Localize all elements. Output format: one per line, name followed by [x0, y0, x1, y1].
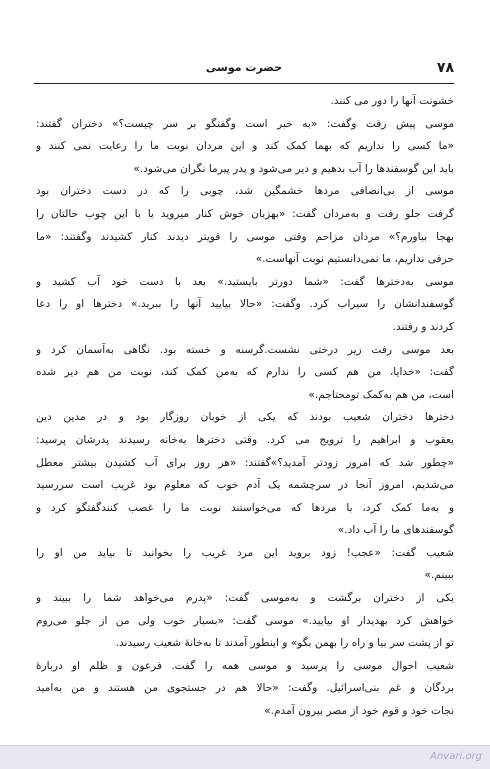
paragraph: [36, 271, 454, 339]
text-line: بردگان و غم بنی‌اسرائیل. وگفت: «حالا هم در جستجوی من هستند و من به‌امید: [36, 682, 454, 695]
paragraph: [36, 180, 454, 270]
text-line: موسی به‌دخترها گفت: «شما دورتر بایستید.» بعد با دست خود آب کشید و: [36, 275, 454, 288]
text-line: بعد موسی رفت زیر درختی نشست.گرسنه و خسته بود. نگاهی به‌آسمان کرد و: [36, 343, 454, 356]
text-line: موسی از بی‌انصافی مردها خشمگین شد، چوبی را که در دست دختران بود: [36, 185, 454, 198]
body-text: [36, 90, 454, 723]
paragraph: [36, 90, 454, 113]
text-line: نجات خود و قوم خود از مصر بیرون آمدم.»: [264, 705, 454, 718]
paragraph: [36, 406, 454, 542]
text-line: کردند و رفتند.: [392, 320, 454, 333]
text-line: بهجا بیاورم؟» مردان مزاحم وقتی موسی را قویتر دیدند کنار کشیدند وگفتند: «ما: [36, 230, 454, 243]
text-line: تو از پشت سر بیا و راه را بهمن بگو» و اینطور آمدند تا به‌خانهٔ شعیب رسیدند.: [115, 637, 454, 650]
paragraph: [36, 542, 454, 587]
text-line: گرفت جلو رفت و به‌مردان گفت: «بهزبان خوش کنار میروید یا با این چوب حالتان را: [36, 207, 454, 220]
text-line: موسی پیش رفت وگفت: «به خبر است وگفتگو بر سر چیست؟» دختران گفتند:: [36, 117, 454, 130]
text-line: دخترها دختران شعیب بودند که یکی از خوبان روزگار بود و در مدین دین: [36, 411, 454, 424]
paragraph: [36, 339, 454, 407]
text-line: و به‌ما کمک کرد، با مردها که می‌خواستند نوبت ما را غصب کنندگفتگو کرد و: [36, 501, 454, 514]
paragraph: [36, 655, 454, 723]
page-header: [34, 58, 454, 80]
text-line: ببینم.»: [424, 569, 454, 582]
header-rule: [34, 83, 454, 84]
text-line: «ما کسی را نداریم که بهما کمک کند و این مردان نوبت ما را رعایت نمی کنند و: [36, 140, 454, 153]
text-line: گوسفندانشان را سیراب کرد. وگفت: «حالا بیایید آنها را ببرید.» دخترها او را دعا: [36, 298, 454, 311]
text-line: خواهش کرد بهدیدار او بیایید.» موسی گفت: «بسیار خوب ولی من از جلو می‌روم: [36, 614, 454, 627]
watermark: Anvari.org: [430, 751, 482, 762]
text-line: باید این گوسفندها را آب بدهیم و دیر می‌شود و پدر پیرما نگران می‌شود.»: [133, 162, 454, 175]
running-title: حضرت موسی: [205, 61, 283, 74]
page-number: ۷۸: [436, 60, 454, 76]
text-line: است، من هم به‌کمک تومحتاجم.»: [308, 388, 454, 401]
text-line: یعقوب و ابراهیم را ترویج می کرد. وقتی دخترها به‌خانه رسیدند پدرشان پرسید:: [36, 433, 454, 446]
paragraph: [36, 587, 454, 655]
text-line: خشونت آنها را دور می کنند.: [330, 95, 454, 107]
text-line: شعیب گفت: «عجب! زود بروید این مرد غریب را بخوانید تا بیاید من او را: [36, 546, 454, 559]
text-line: یکی از دختران برگشت و به‌موسی گفت: «پدرم می‌خواهد شما را ببیند و: [36, 592, 454, 605]
text-line: حرفی نداریم، ما نمی‌دانستیم نوبت آنهاست.»: [255, 253, 454, 266]
paragraph: [36, 113, 454, 181]
text-line: شعیب احوال موسی را پرسید و موسی همه را گفت. فرعون و ظلم او دربارهٔ: [36, 659, 454, 672]
text-line: گوسفندهای ما را آب داد.»: [337, 524, 454, 537]
text-line: «چطور شد که امروز زودتر آمدید؟»گفتند: «هر روز برای آب کشیدن بیشتر معطل: [36, 456, 454, 469]
footer-bar: [0, 745, 490, 769]
text-line: گفت: «خدایا، من هم کسی را ندارم که به‌من کمک کند، نوبت من هم دیر شده: [36, 366, 454, 379]
text-line: می‌شدیم، امروز آنجا در سرچشمه یک آدم خوب که معلوم بود غریب است سررسید: [36, 479, 454, 492]
